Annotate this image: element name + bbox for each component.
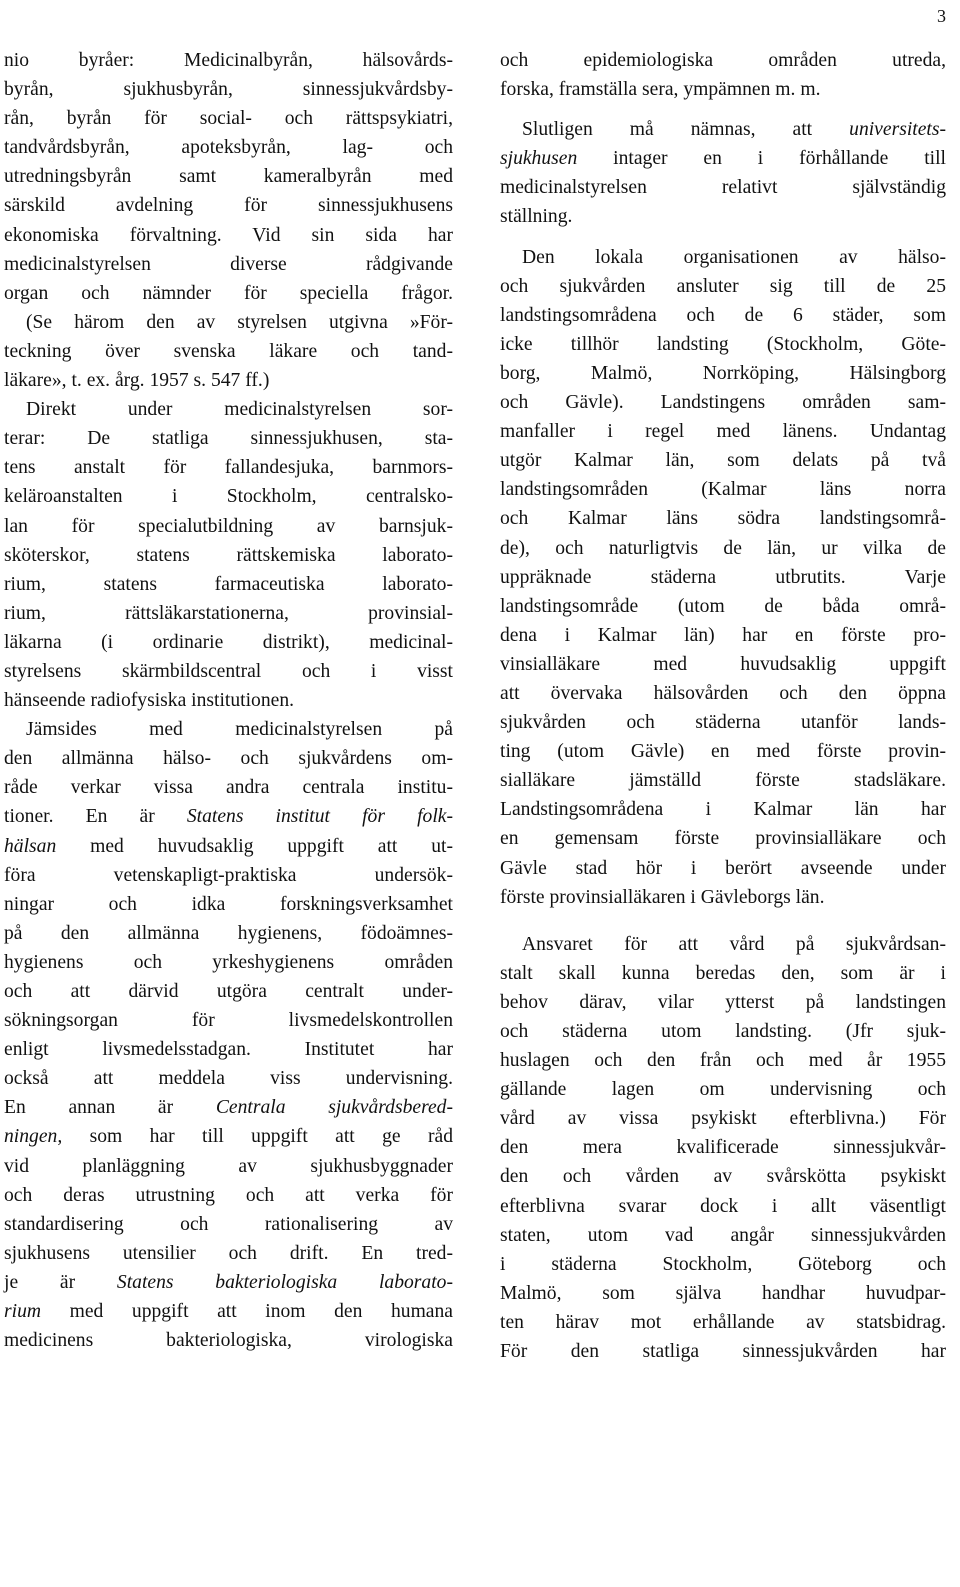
text-line: och städerna utom landsting. (Jfr sjuk- <box>500 1021 946 1042</box>
text-line: behov därav, vilar ytterst på landstingen <box>500 991 946 1013</box>
text-line: tens anstalt för fallandesjuka, barnmors- <box>4 457 453 479</box>
text-line: rium, rättsläkarstationerna, provinsial- <box>4 602 453 624</box>
text-line: Gävle stad hör i berört avseende under <box>500 857 946 879</box>
text-line: manfaller i regel med länens. Undantag <box>500 421 946 443</box>
text-line: hygienens och yrkeshygienens områden <box>4 951 453 973</box>
text-line: och att därvid utgöra centralt under- <box>4 981 453 1002</box>
text-line: uppräknade städerna utbrutits. Varje <box>500 566 946 588</box>
text-line: den allmänna hälso- och sjukvårdens om- <box>4 748 453 770</box>
text-line: förste provinsialläkaren i Gävleborgs län. <box>500 886 825 908</box>
text-line: teckning över svenska läkare och tand- <box>4 340 453 362</box>
text-line <box>500 115 946 144</box>
text-line: lan för specialutbildning av barnsjuk- <box>4 515 453 537</box>
text-line <box>4 802 453 831</box>
page-number: 3 <box>937 6 946 26</box>
text-run: med uppgift att inom den humana <box>41 1301 453 1323</box>
text-line: Landstingsområdena i Kalmar län har <box>500 799 946 821</box>
text-line: ten härav mot erhållande av statsbidrag. <box>500 1311 946 1333</box>
institution-name: rium <box>4 1301 42 1323</box>
text-line: icke tillhör landsting (Stockholm, Göte- <box>500 333 946 355</box>
text-line: terar: De statliga sinnessjukhusen, sta- <box>4 428 453 450</box>
text-run: med huvudsaklig uppgift att ut- <box>56 835 453 857</box>
paragraph-direct-under <box>4 395 453 715</box>
text-line: vård av vissa psykiskt efterblivna.) För <box>500 1108 946 1130</box>
text-line: Direkt under medicinalstyrelsen sor- <box>26 399 453 421</box>
text-line: och epidemiologiska områden utreda, <box>500 50 946 71</box>
text-line: landstingsområdena och de 6 städer, som <box>500 304 946 326</box>
text-line <box>4 1093 453 1122</box>
text-run: som har till uppgift att ge råd <box>62 1126 453 1148</box>
text-line: standardisering och rationalisering av <box>4 1213 453 1235</box>
institution-name: universitets- <box>849 119 946 141</box>
text-line: och deras utrustning och att verka för <box>4 1184 453 1206</box>
text-line: den mera kvalificerade sinnessjukvår- <box>500 1137 946 1159</box>
institution-name: Centrala sjukvårdsbered- <box>215 1097 454 1119</box>
text-run: tioner. En är <box>4 806 187 828</box>
text-line: den och vården av svårskötta psykiskt <box>500 1166 946 1188</box>
text-line: stalt skall kunna beredas den, som är i <box>500 962 946 984</box>
text-line: Den lokala organisationen av hälso- <box>522 246 946 268</box>
text-line: utgör Kalmar län, som delats på två <box>500 450 946 472</box>
text-line <box>4 1122 453 1151</box>
text-line: medicinalstyrelsen relativt självständig <box>500 177 946 199</box>
text-line: föra vetenskapligt-praktiska undersök- <box>4 864 453 886</box>
text-line: särskild avdelning för sinnessjukhusens <box>4 195 453 217</box>
paragraph-central-institutions <box>4 715 453 1355</box>
text-run: je är <box>4 1271 117 1293</box>
text-line: Malmö, som själva handhar huvudpar- <box>500 1282 946 1304</box>
text-line: nio byråer: Medicinalbyrån, hälsovårds- <box>4 50 453 71</box>
text-line: och sjukvården ansluter sig till de 25 <box>500 275 946 297</box>
text-line: sjukhusens utensilier och drift. En tred- <box>4 1242 453 1264</box>
text-run: En annan är <box>4 1097 216 1119</box>
text-line: rium, statens farmaceutiska laborato- <box>4 573 453 595</box>
text-line: att övervaka hälsovården och den öppna <box>500 682 946 704</box>
text-line: ställning. <box>500 206 573 228</box>
text-line: byrån, sjukhusbyrån, sinnessjukvårdsby- <box>4 79 453 101</box>
text-line <box>4 1297 453 1326</box>
text-line: i städerna Stockholm, Göteborg och <box>500 1253 946 1275</box>
text-run: intager en i förhållande till <box>577 148 946 170</box>
text-line: enligt livsmedelsstadgan. Institutet har <box>4 1039 453 1061</box>
text-line: staten, utom vad angår sinnessjukvården <box>500 1224 946 1246</box>
right-column <box>500 46 946 1366</box>
text-line: hänseende radiofysiska institutionen. <box>4 690 295 712</box>
text-line: (Se härom den av styrelsen utgivna »För- <box>26 311 453 333</box>
text-line: de), och naturligtvis de län, ur vilka de <box>500 537 946 559</box>
institution-name: sjukhusen <box>500 148 578 170</box>
text-line: sökningsorgan för livsmedelskontrollen <box>4 1010 453 1032</box>
text-line: vid planläggning av sjukhusbyggnader <box>4 1155 453 1177</box>
text-line: styrelsens skärmbildscentral och i visst <box>4 660 453 682</box>
text-line: sialläkare jämställd förste stadsläkare. <box>500 770 946 792</box>
text-line: gällande lagen om undervisning och <box>500 1079 946 1101</box>
text-line: läkarna (i ordinarie distrikt), medicinal- <box>4 631 453 653</box>
institution-name: Statens institut för folk- <box>186 806 453 828</box>
text-line <box>4 832 453 861</box>
paragraph-university-hospitals <box>500 115 946 231</box>
text-line: på den allmänna hygienens, födoämnes- <box>4 922 453 944</box>
text-line: För den statliga sinnessjukvården har <box>500 1341 946 1363</box>
text-line: borg, Malmö, Norrköping, Hälsingborg <box>500 362 946 384</box>
text-line: rån, byrån för social- och rättspsykiatri, <box>4 108 453 130</box>
text-line: medicinens bakteriologiska, virologiska <box>4 1330 453 1352</box>
text-line: Jämsides med medicinalstyrelsen på <box>26 719 453 741</box>
text-line: läkare», t. ex. årg. 1957 s. 547 ff.) <box>4 370 270 392</box>
text-line: utredningsbyrån samt kameralbyrån med <box>4 166 453 188</box>
text-line <box>500 144 946 173</box>
institution-name: Statens bakteriologiska laborato- <box>116 1271 453 1293</box>
text-line: forska, framställa sera, ympämnen m. m. <box>500 79 821 101</box>
paragraph-responsibility <box>500 930 946 1366</box>
paragraph-intro <box>4 46 453 395</box>
paragraph-local-organisation <box>500 243 946 912</box>
text-line: medicinalstyrelsen diverse rådgivande <box>4 253 453 275</box>
text-line: och Gävle). Landstingens områden sam- <box>500 392 946 414</box>
institution-name: ningen, <box>4 1126 63 1148</box>
text-run: Slutligen må nämnas, att <box>522 119 850 141</box>
text-line: huslagen och den från och med år 1955 <box>500 1050 946 1072</box>
text-line: råde verkar vissa andra centrala institu- <box>4 777 453 799</box>
text-line: sjukvården och städerna utanför lands- <box>500 712 946 734</box>
text-line: organ och nämnder för speciella frågor. <box>4 282 453 304</box>
text-line: landstingsområde (utom de båda områ- <box>500 595 946 617</box>
text-line: sköterskor, statens rättskemiska laborato- <box>4 544 453 566</box>
text-line <box>4 1268 453 1297</box>
text-line: keläroanstalten i Stockholm, centralsko- <box>4 486 453 508</box>
text-line: dena i Kalmar län) har en förste pro- <box>500 624 946 646</box>
paragraph-continuation <box>500 46 946 104</box>
text-line: en gemensam förste provinsialläkare och <box>500 828 946 850</box>
text-line: och Kalmar läns södra landstingsområ- <box>500 508 946 530</box>
text-line: tandvårdsbyrån, apoteksbyrån, lag- och <box>4 137 453 159</box>
text-line: Ansvaret för att vård på sjukvårdsan- <box>522 933 946 955</box>
text-line: landstingsområden (Kalmar läns norra <box>500 479 946 501</box>
institution-name: hälsan <box>4 835 57 857</box>
text-line: efterblivna svarar dock i allt väsentligt <box>500 1195 946 1217</box>
text-line: också att meddela viss undervisning. <box>4 1068 453 1090</box>
text-line: ningar och idka forskningsverksamhet <box>4 893 453 915</box>
text-line: ekonomiska förvaltning. Vid sin sida har <box>4 224 453 246</box>
left-column <box>4 46 453 1355</box>
text-line: vinsialläkare med huvudsaklig uppgift <box>500 653 946 675</box>
text-line: ting (utom Gävle) en med förste provin- <box>500 741 946 763</box>
